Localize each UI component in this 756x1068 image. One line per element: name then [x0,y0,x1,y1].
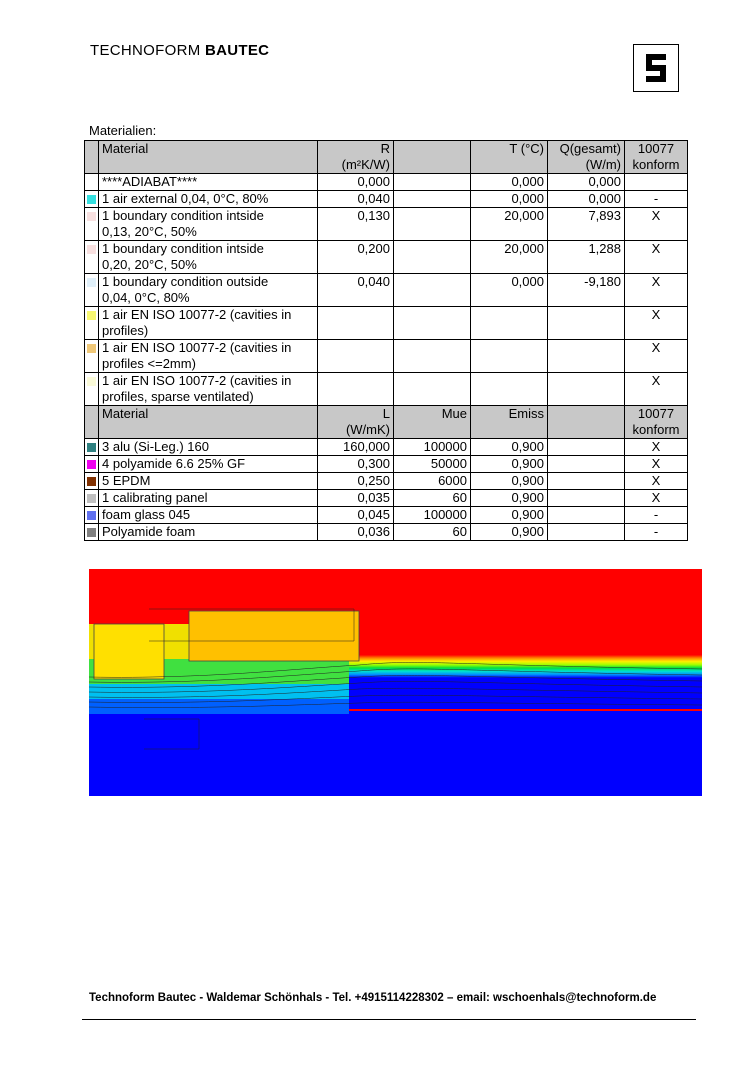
material-name: 4 polyamide 6.6 25% GF [99,456,318,473]
table-row [85,490,688,507]
conform-value: X [625,490,688,507]
q-value: -9,180 [548,274,625,307]
q-value [548,340,625,373]
header-material: Material [99,406,318,439]
thermal-simulation-image [89,569,702,796]
material-name-line2: profiles, sparse ventilated) [102,389,254,404]
r-value [318,307,394,340]
material-name: foam glass 045 [99,507,318,524]
empty-cell [548,439,625,456]
conform-value: X [625,340,688,373]
color-swatch-cell [85,490,99,507]
l-value: 0,250 [318,473,394,490]
header-t: T (°C) [471,141,548,174]
empty-cell [394,373,471,406]
material-name [99,174,318,191]
empty-cell [394,191,471,208]
header-conform [625,141,688,174]
t-value: 0,000 [471,191,548,208]
color-swatch [87,494,96,503]
material-name-line1: 1 boundary condition intside [102,208,264,223]
conform-value: X [625,456,688,473]
r-value: 0,000 [318,174,394,191]
table-row [85,524,688,541]
color-swatch [87,278,96,287]
l-value: 160,000 [318,439,394,456]
header-material: Material [99,141,318,174]
t-value: 20,000 [471,241,548,274]
table-header-row [85,141,688,174]
materials-table [84,140,688,541]
empty-cell [394,307,471,340]
material-name-line2: profiles <=2mm) [102,356,196,371]
material-name [99,191,318,208]
header-r [318,141,394,174]
conform-value: - [625,191,688,208]
header-l-line1: L [382,406,390,421]
header-q [548,141,625,174]
material-name-line1: 1 air EN ISO 10077-2 (cavities in [102,340,292,355]
table-row [85,439,688,456]
color-swatch-cell [85,174,99,191]
mue-value: 100000 [394,439,471,456]
material-name-line1: ****ADIABAT**** [102,174,198,189]
header-conform-line1: 10077 [637,406,675,421]
r-value [318,340,394,373]
material-name-line1: 1 air EN ISO 10077-2 (cavities in [102,307,292,322]
q-value: 1,288 [548,241,625,274]
table-row [85,191,688,208]
header-l-line2: (W/mK) [345,422,390,437]
table-row [85,274,688,307]
emiss-value: 0,900 [471,524,548,541]
table-row [85,373,688,406]
table-row [85,307,688,340]
material-name: 5 EPDM [99,473,318,490]
header-conform-line1: 10077 [637,141,675,156]
conform-value: X [625,208,688,241]
color-swatch-cell [85,241,99,274]
material-name [99,241,318,274]
color-swatch-cell [85,274,99,307]
color-swatch-cell [85,439,99,456]
header-emiss: Emiss [471,406,548,439]
conform-value: X [625,473,688,490]
r-value: 0,200 [318,241,394,274]
material-name: Polyamide foam [99,524,318,541]
material-name [99,307,318,340]
table-row [85,456,688,473]
t-value: 0,000 [471,274,548,307]
material-name-line1: 1 air external 0,04, 0°C, 80% [102,191,269,206]
header-mue: Mue [394,406,471,439]
mue-value: 50000 [394,456,471,473]
material-name-line1: 1 air EN ISO 10077-2 (cavities in [102,373,292,388]
color-swatch [87,443,96,452]
color-swatch [87,245,96,254]
conform-value: X [625,439,688,456]
empty-cell [394,241,471,274]
l-value: 0,045 [318,507,394,524]
r-value [318,373,394,406]
r-value: 0,040 [318,191,394,208]
emiss-value: 0,900 [471,473,548,490]
l-value: 0,036 [318,524,394,541]
table-header-row [85,406,688,439]
footer-contact: Technoform Bautec - Waldemar Schönhals - Tel. +4915114228302 – email: wschoenhals@technoform.de [89,992,657,1004]
material-name-line2: 0,04, 0°C, 80% [102,290,190,305]
table-row [85,340,688,373]
mue-value: 100000 [394,507,471,524]
brand-name: TECHNOFORM [90,42,201,59]
empty-cell [548,490,625,507]
brand-wordmark [90,42,269,59]
color-swatch-cell [85,340,99,373]
color-swatch [87,195,96,204]
header-q-line2: (W/m) [585,157,621,172]
color-swatch-cell [85,456,99,473]
color-swatch [87,311,96,320]
color-swatch-cell [85,373,99,406]
material-name [99,208,318,241]
color-swatch [87,511,96,520]
emiss-value: 0,900 [471,439,548,456]
t-value [471,307,548,340]
header-r-line1: R [380,141,390,156]
conform-value [625,174,688,191]
color-swatch [87,344,96,353]
company-logo [633,44,679,92]
emiss-value: 0,900 [471,456,548,473]
table-row [85,241,688,274]
color-swatch-cell [85,208,99,241]
t-value: 20,000 [471,208,548,241]
material-name-line1: 1 boundary condition outside [102,274,269,289]
l-value: 0,035 [318,490,394,507]
conform-value: X [625,274,688,307]
r-value: 0,130 [318,208,394,241]
color-swatch [87,460,96,469]
color-swatch-cell [85,191,99,208]
emiss-value: 0,900 [471,507,548,524]
header-r-line2: (m²K/W) [341,157,390,172]
material-name-line2: profiles) [102,323,149,338]
q-value: 0,000 [548,174,625,191]
material-name [99,373,318,406]
color-swatch [87,212,96,221]
table-row [85,507,688,524]
color-swatch [87,477,96,486]
empty-cell [548,473,625,490]
header-conform-line2: konform [632,422,680,437]
t-value [471,340,548,373]
t-value [471,373,548,406]
swatch-header-cell [85,141,99,174]
empty-cell [394,174,471,191]
q-value [548,373,625,406]
header-l [318,406,394,439]
color-swatch-cell [85,473,99,490]
empty-cell [394,274,471,307]
swatch-header-cell [85,406,99,439]
conform-value: X [625,307,688,340]
color-swatch-cell [85,307,99,340]
mue-value: 60 [394,490,471,507]
mue-value: 60 [394,524,471,541]
material-name-line2: 0,20, 20°C, 50% [102,257,197,272]
footer-rule [82,1019,696,1020]
q-value: 0,000 [548,191,625,208]
conform-value: - [625,524,688,541]
section-title: Materialien: [89,123,157,138]
q-value: 7,893 [548,208,625,241]
color-swatch-cell [85,524,99,541]
t-value: 0,000 [471,174,548,191]
header-empty [394,141,471,174]
material-name-line2: 0,13, 20°C, 50% [102,224,197,239]
material-name: 3 alu (Si-Leg.) 160 [99,439,318,456]
empty-cell [548,524,625,541]
color-swatch-cell [85,507,99,524]
conform-value: - [625,507,688,524]
color-swatch [87,528,96,537]
conform-value: X [625,373,688,406]
mue-value: 6000 [394,473,471,490]
header-conform-line2: konform [632,157,680,172]
material-name [99,274,318,307]
header-q-line1: Q(gesamt) [559,141,621,156]
table-row [85,208,688,241]
empty-cell [394,340,471,373]
conform-value: X [625,241,688,274]
empty-cell [548,507,625,524]
r-value: 0,040 [318,274,394,307]
emiss-value: 0,900 [471,490,548,507]
empty-cell [548,456,625,473]
q-value [548,307,625,340]
header-conform [625,406,688,439]
table-row [85,473,688,490]
empty-cell [394,208,471,241]
material-name [99,340,318,373]
material-name-line1: 1 boundary condition intside [102,241,264,256]
color-swatch [87,377,96,386]
l-value: 0,300 [318,456,394,473]
header-empty [548,406,625,439]
table-row [85,174,688,191]
brand-name-bold: BAUTEC [204,42,270,59]
material-name: 1 calibrating panel [99,490,318,507]
